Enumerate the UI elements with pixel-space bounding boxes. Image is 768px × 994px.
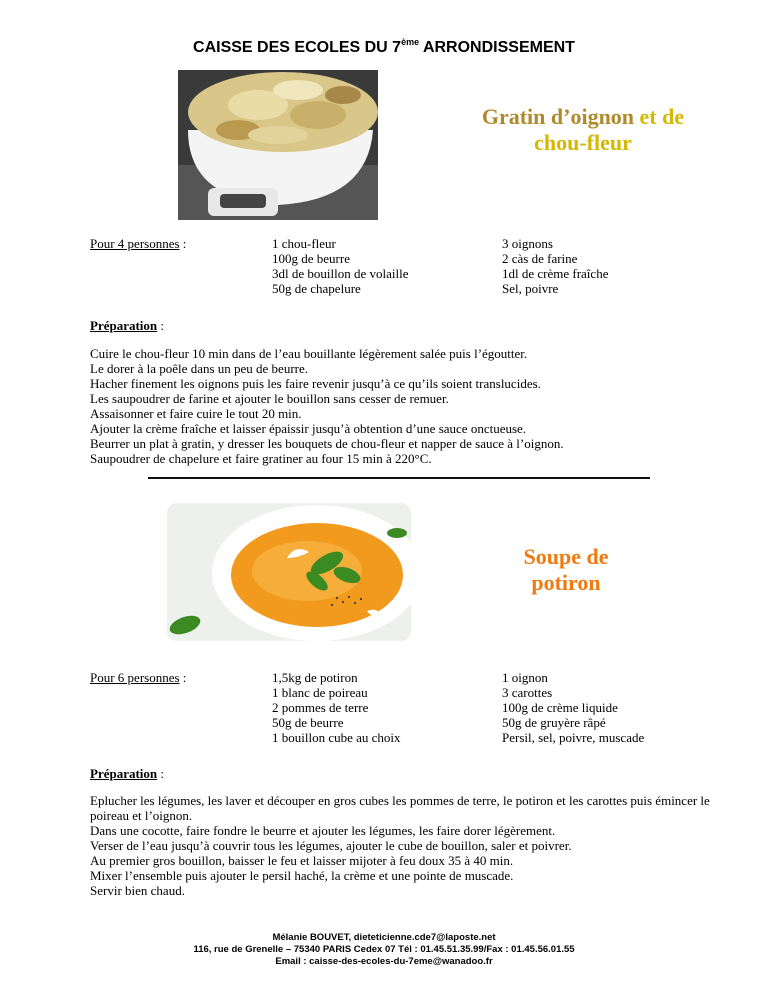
ingredient: 3dl de bouillon de volaille: [272, 266, 409, 281]
recipe1-title: [462, 104, 704, 156]
section-divider: [148, 477, 650, 479]
recipe2-servings: [90, 670, 186, 686]
recipe2-title: [485, 544, 647, 596]
step: Servir bien chaud.: [90, 883, 185, 898]
step: Les saupoudrer de farine et ajouter le bouillon sans cesser de remuer.: [90, 391, 449, 406]
ingredient: 50g de gruyère râpé: [502, 715, 606, 730]
footer-address: 116, rue de Grenelle – 75340 PARIS Cedex 07 Tél : 01.45.51.35.99/Fax : 01.45.56.01.55: [193, 944, 575, 955]
header-title-rest: ARRONDISSEMENT: [419, 39, 575, 56]
ingredient: 2 càs de farine: [502, 251, 578, 266]
recipe2-prep-heading: [90, 766, 164, 782]
step: Assaisonner et faire cuire le tout 20 min.: [90, 406, 302, 421]
footer-contact-name: Mélanie BOUVET, dieteticienne.cde7@laposte.net: [272, 932, 496, 943]
recipe1-prep-suffix: :: [157, 318, 165, 333]
recipe1-servings: [90, 236, 186, 252]
recipe1-prep-label: Préparation: [90, 318, 158, 333]
recipe1-title-part1: Gratin d’oignon: [481, 104, 635, 129]
step: Eplucher les légumes, les laver et découper en gros cubes les pommes de terre, le potiron et les carottes puis émincer le poireau et l’oignon.: [90, 793, 710, 823]
ingredient: 1 oignon: [502, 670, 548, 685]
recipe2-ingredients-col1: [272, 670, 401, 745]
step: Beurrer un plat à gratin, y dresser les bouquets de chou-fleur et napper de sauce à l’oignon.: [90, 436, 564, 451]
header-title-sup: ème: [401, 37, 420, 47]
page-header: [0, 37, 768, 57]
step: Saupoudrer de chapelure et faire gratiner au four 15 min à 220°C.: [90, 451, 432, 466]
ingredient: 1 chou-fleur: [272, 236, 336, 251]
ingredient: 100g de crème liquide: [502, 700, 618, 715]
step: Le dorer à la poêle dans un peu de beurre.: [90, 361, 309, 376]
recipe2-title-line2: potiron: [531, 570, 601, 595]
step: Mixer l’ensemble puis ajouter le persil haché, la crème et une pointe de muscade.: [90, 868, 514, 883]
ingredient: 50g de chapelure: [272, 281, 361, 296]
ingredient: 1dl de crème fraîche: [502, 266, 609, 281]
ingredient: 1 blanc de poireau: [272, 685, 368, 700]
recipe2-ingredients-col2: [502, 670, 644, 745]
step: Dans une cocotte, faire fondre le beurre et ajouter les légumes, les faire dorer légèrement.: [90, 823, 556, 838]
recipe2-servings-suffix: :: [179, 670, 187, 685]
ingredient: 3 oignons: [502, 236, 553, 251]
step: Verser de l’eau jusqu’à couvrir tous les légumes, ajouter le cube de bouillon, saler et poivrer.: [90, 838, 572, 853]
ingredient: 3 carottes: [502, 685, 553, 700]
recipe1-servings-suffix: :: [179, 236, 187, 251]
step: Au premier gros bouillon, baisser le feu et laisser mijoter à feu doux 35 à 40 min.: [90, 853, 514, 868]
recipe2-servings-label: Pour 6 personnes: [90, 670, 180, 685]
header-title-main: CAISSE DES ECOLES DU 7: [193, 39, 402, 56]
recipe1-servings-label: Pour 4 personnes: [90, 236, 180, 251]
step: Cuire le chou-fleur 10 min dans de l’eau bouillante légèrement salée puis l’égoutter.: [90, 346, 528, 361]
recipe1-ingredients-col2: [502, 236, 608, 296]
recipe1-title-line2: chou-fleur: [534, 130, 632, 155]
gratin-photo: [178, 70, 378, 220]
ingredient: 1,5kg de potiron: [272, 670, 358, 685]
ingredient: 100g de beurre: [272, 251, 350, 266]
ingredient: Persil, sel, poivre, muscade: [502, 730, 645, 745]
footer-email: Email : caisse-des-ecoles-du-7eme@wanadoo.fr: [275, 956, 493, 967]
recipe1-ingredients-col1: [272, 236, 408, 296]
recipe2-steps: [90, 793, 715, 898]
recipe1-title-part2: et de: [634, 104, 685, 129]
page-footer: [0, 932, 768, 968]
step: Ajouter la crème fraîche et laisser épaissir jusqu’à obtention d’une sauce onctueuse.: [90, 421, 527, 436]
soup-photo: [167, 503, 411, 641]
ingredient: 50g de beurre: [272, 715, 344, 730]
step: Hacher finement les oignons puis les faire revenir jusqu’à ce qu’ils soient translucides.: [90, 376, 541, 391]
recipe1-prep-heading: [90, 318, 164, 334]
recipe2-title-line1: Soupe de: [523, 544, 609, 569]
ingredient: 2 pommes de terre: [272, 700, 369, 715]
ingredient: Sel, poivre: [502, 281, 559, 296]
ingredient: 1 bouillon cube au choix: [272, 730, 401, 745]
recipe2-prep-label: Préparation: [90, 766, 158, 781]
recipe1-steps: [90, 346, 720, 466]
recipe2-prep-suffix: :: [157, 766, 165, 781]
